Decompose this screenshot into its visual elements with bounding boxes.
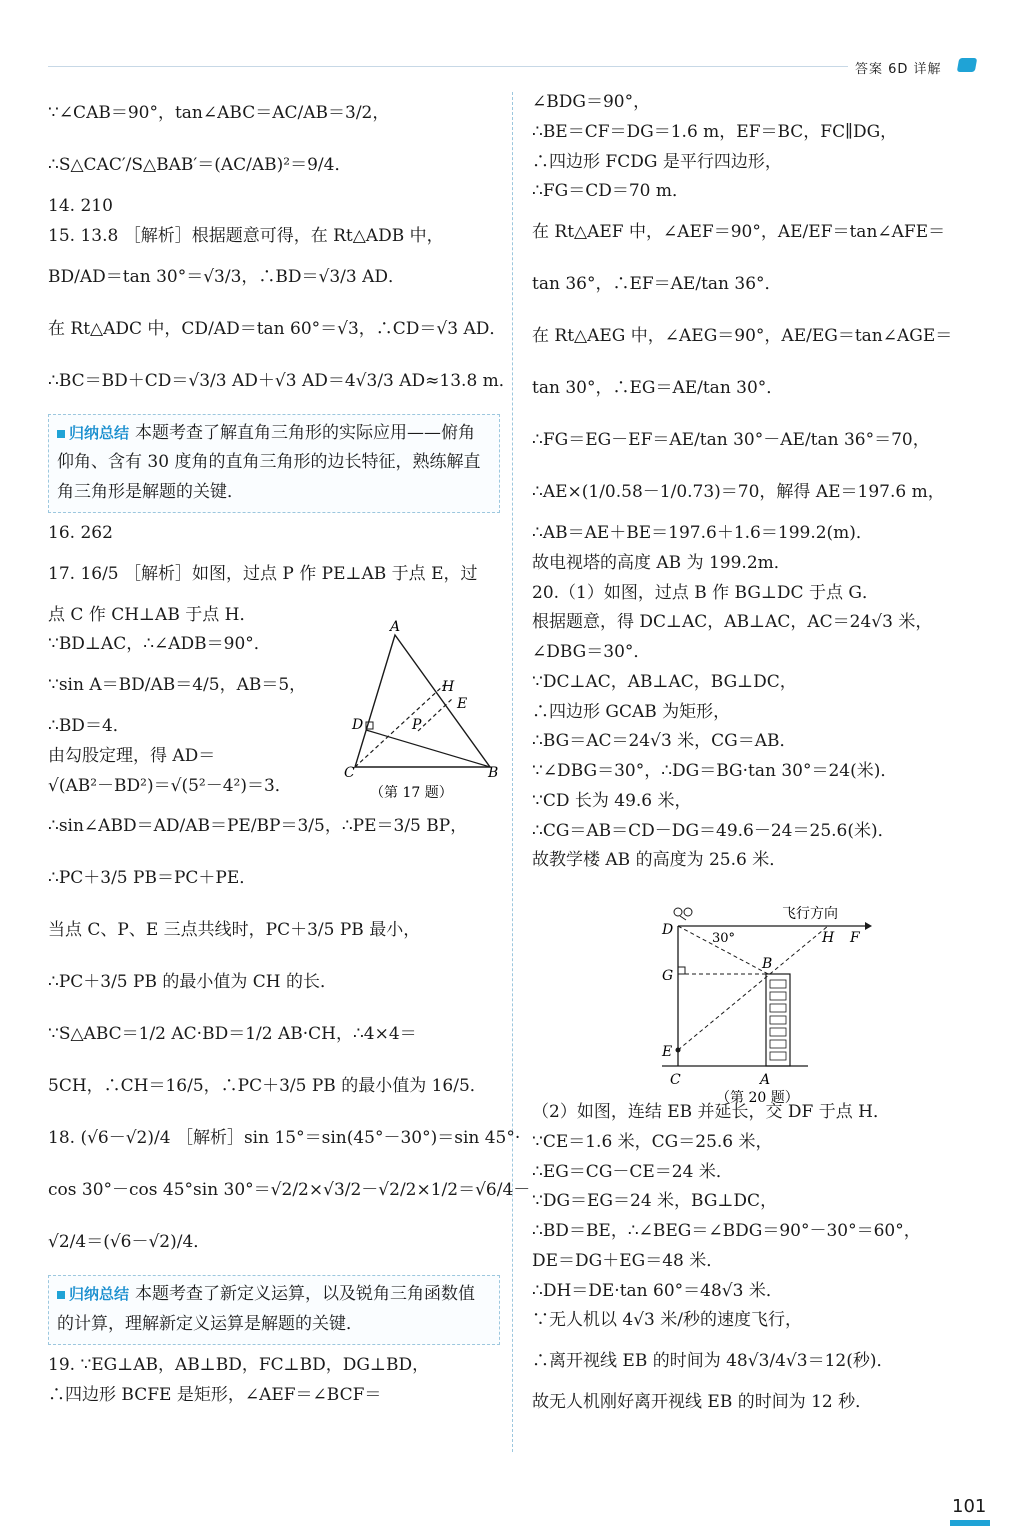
text-line: ∴DH＝DE·tan 60°＝48√3 米． <box>532 1280 783 1301</box>
text-line: 在 Rt△AEF 中，∠AEF＝90°，AE/EF＝tan∠AFE＝ <box>532 222 946 243</box>
text-line: ∵∠DBG＝30°，∴DG＝BG·tan 30°＝24(米)． <box>532 761 898 781</box>
text-line: ∴CG＝AB＝CD－DG＝49.6－24＝25.6(米)． <box>532 820 895 841</box>
text-line: √(AB²－BD²)＝√(5²－4²)＝3． <box>48 775 292 796</box>
text-line: ∵DG＝EG＝24 米，BG⊥DC， <box>532 1191 778 1212</box>
label-F: F <box>850 930 860 946</box>
label-D: D <box>662 922 674 938</box>
text-line: cos 30°－cos 45°sin 30°＝√2/2×√3/2－√2/2×1/2＝√6/4－ <box>48 1180 531 1201</box>
label-D: D <box>352 717 364 733</box>
text-line: 故教学楼 AB 的高度为 25.6 米． <box>532 850 787 871</box>
right-column <box>532 88 980 1418</box>
text-line: 故电视塔的高度 AB 为 199.2m． <box>532 552 791 573</box>
drone-icon <box>674 908 692 920</box>
text-line: 由勾股定理，得 AD＝ <box>48 745 216 766</box>
text-line: ∴FG＝EG－EF＝AE/tan 30°－AE/tan 36°＝70， <box>532 430 930 451</box>
summary-text: 本题考查了新定义运算，以及锐角三角函数值的计算，理解新定义运算是解题的关键． <box>57 1284 476 1334</box>
answer-15: 15. 13.8 ［解析］根据题意可得，在 Rt△ADB 中， <box>48 225 444 246</box>
summary-title: 归纳总结 <box>57 1285 129 1303</box>
figure-17-caption: （第 17 题） <box>370 785 453 801</box>
label-A: A <box>390 619 401 635</box>
text-line: 点 C 作 CH⊥AB 于点 H． <box>48 604 257 625</box>
text-line: ∴四边形 GCAB 为矩形， <box>532 701 731 722</box>
page-number-bar <box>950 1520 990 1526</box>
figure-20-caption: （第 20 题） <box>716 1090 799 1106</box>
text-line: ∴AE×(1/0.58－1/0.73)＝70，解得 AE＝197.6 m， <box>532 482 945 503</box>
text-line: ∴S△CAC′/S△BAB′＝(AC/AB)²＝9/4． <box>48 155 352 176</box>
header-rule <box>48 66 848 67</box>
column-divider <box>512 92 513 1452</box>
header-title: 答案 6D 详解 <box>855 62 942 77</box>
text-line: ∵BD⊥AC，∴∠ADB＝90°． <box>48 634 271 655</box>
answer-14: 14. 210 <box>48 196 113 216</box>
text-line: ∴AB＝AE＋BE＝197.6＋1.6＝199.2(m)． <box>532 523 873 543</box>
text-line: ∴离开视线 EB 的时间为 48√3/4√3＝12(秒)． <box>532 1351 894 1372</box>
text-line: ∴EG＝CG－CE＝24 米． <box>532 1161 733 1182</box>
text-line: ∴BD＝4． <box>48 716 130 736</box>
text-line: ∴PC＋3/5 PB 的最小值为 CH 的长． <box>48 972 337 993</box>
text-line: 当点 C、P、E 三点共线时，PC＋3/5 PB 最小， <box>48 920 421 941</box>
label-C: C <box>344 765 355 781</box>
figure-20 <box>650 900 880 1110</box>
answer-19: 19. ∵EG⊥AB，AB⊥BD，FC⊥BD，DG⊥BD， <box>48 1354 430 1375</box>
flight-direction-label: 飞行方向 <box>782 906 838 922</box>
text-line: ∴BD＝BE，∴∠BEG＝∠BDG＝90°－30°＝60°， <box>532 1221 921 1241</box>
text-line: BD/AD＝tan 30°＝√3/3，∴BD＝√3/3 AD． <box>48 266 406 287</box>
answer-16: 16. 262 <box>48 522 113 543</box>
text-line: ∴四边形 FCDG 是平行四边形， <box>532 151 782 172</box>
figure-17 <box>340 615 505 805</box>
angle-label: 30° <box>712 931 736 946</box>
label-H: H <box>442 679 455 695</box>
text-line: 故无人机刚好离开视线 EB 的时间为 12 秒． <box>532 1392 873 1412</box>
text-line: ∵∠CAB＝90°，tan∠ABC＝AC/AB＝3/2， <box>48 103 390 124</box>
answer-18: 18. (√6－√2)/4 ［解析］sin 15°＝sin(45°－30°)＝sin 45°· <box>48 1128 521 1149</box>
summary-box <box>48 414 500 513</box>
text-line: ∴BC＝BD＋CD＝√3/3 AD＋√3 AD＝4√3/3 AD≈13.8 m． <box>48 370 516 391</box>
text-line: ∵sin A＝BD/AB＝4/5，AB＝5， <box>48 675 307 696</box>
label-A: A <box>760 1072 771 1088</box>
text-line: ∠BDG＝90°， <box>532 92 651 112</box>
answer-17: 17. 16/5 ［解析］如图，过点 P 作 PE⊥AB 于点 E，过 <box>48 563 478 584</box>
text-line: √2/4＝(√6－√2)/4． <box>48 1232 211 1253</box>
text-line: 根据题意，得 DC⊥AC，AB⊥AC，AC＝24√3 米， <box>532 612 933 633</box>
text-line: （2）如图，连结 EB 并延长，交 DF 于点 H． <box>532 1102 890 1122</box>
summary-box <box>48 1275 500 1345</box>
label-P: P <box>412 717 422 733</box>
label-B: B <box>762 956 773 972</box>
label-B: B <box>488 765 499 781</box>
label-G: G <box>662 968 674 984</box>
summary-title: 归纳总结 <box>57 424 129 442</box>
text-line: 5CH，∴CH＝16/5，∴PC＋3/5 PB 的最小值为 16/5． <box>48 1076 487 1097</box>
header-logo-icon <box>957 58 977 72</box>
text-line: ∴FG＝CD＝70 m． <box>532 181 689 202</box>
text-line: ∵S△ABC＝1/2 AC·BD＝1/2 AB·CH，∴4×4＝ <box>48 1024 417 1045</box>
text-line: ∴sin∠ABD＝AD/AB＝PE/BP＝3/5，∴PE＝3/5 BP， <box>48 816 468 837</box>
label-E: E <box>662 1044 673 1060</box>
page-number: 101 <box>952 1496 987 1517</box>
text-line: tan 30°，∴EG＝AE/tan 30°． <box>532 378 784 399</box>
text-line: DE＝DG＋EG＝48 米． <box>532 1250 724 1271</box>
text-line: 在 Rt△ADC 中，CD/AD＝tan 60°＝√3，∴CD＝√3 AD． <box>48 318 507 339</box>
label-H: H <box>822 930 835 946</box>
text-line: ∵DC⊥AC，AB⊥AC，BG⊥DC， <box>532 671 797 692</box>
answer-20: 20.（1）如图，过点 B 作 BG⊥DC 于点 G． <box>532 582 879 603</box>
text-line: ∵CE＝1.6 米，CG＝25.6 米， <box>532 1131 773 1152</box>
text-line: tan 36°，∴EF＝AE/tan 36°． <box>532 274 782 295</box>
text-line: ∵CD 长为 49.6 米， <box>532 790 692 811</box>
text-line: ∴BG＝AC＝24√3 米，CG＝AB． <box>532 731 797 752</box>
label-C: C <box>670 1072 681 1088</box>
text-line: 在 Rt△AEG 中，∠AEG＝90°，AE/EG＝tan∠AGE＝ <box>532 326 953 347</box>
text-line: ∴BE＝CF＝DG＝1.6 m，EF＝BC，FC∥DG， <box>532 121 898 142</box>
summary-text: 本题考查了解直角三角形的实际应用——俯角仰角、含有 30 度角的直角三角形的边长特征，熟练解直角三角形是解题的关键． <box>57 422 481 502</box>
text-line: ∴四边形 BCFE 是矩形，∠AEF＝∠BCF＝ <box>48 1384 382 1405</box>
text-line: ∴PC＋3/5 PB＝PC＋PE． <box>48 868 257 889</box>
text-line: ∵无人机以 4√3 米/秒的速度飞行， <box>532 1310 802 1331</box>
text-line: ∠DBG＝30°． <box>532 642 651 662</box>
label-E: E <box>457 696 468 712</box>
